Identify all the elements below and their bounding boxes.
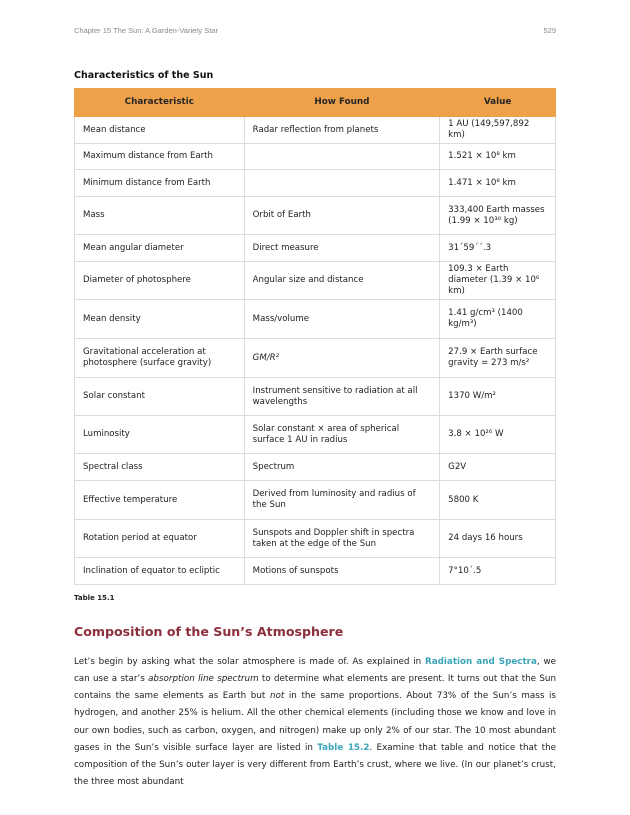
cell-value: 3.8 × 10²⁶ W — [440, 416, 556, 454]
table-row — [75, 454, 556, 481]
emphasis-text: absorption line spectrum — [148, 673, 259, 684]
cell-value: 1.471 × 10⁸ km — [440, 170, 556, 197]
cell-value: 7°10´.5 — [440, 558, 556, 585]
cell-value: 27.9 × Earth surface gravity = 273 m/s² — [440, 339, 556, 378]
cell-how-found — [244, 144, 440, 170]
cell-how-found: Sunspots and Doppler shift in spectra taken at the edge of the Sun — [244, 520, 440, 558]
paragraph-text: Let’s begin by asking what the solar atmosphere is made of. As explained in — [74, 656, 426, 667]
cell-characteristic: Mean density — [75, 300, 245, 339]
table-row — [75, 339, 556, 378]
column-header-characteristic: Characteristic — [75, 89, 245, 117]
section-heading: Composition of the Sun’s Atmosphere — [74, 624, 344, 639]
link-table-15-2[interactable]: Table 15.2 — [317, 742, 370, 753]
table-row — [75, 481, 556, 520]
cell-value: 1 AU (149,597,892 km) — [440, 117, 556, 144]
cell-how-found: Direct measure — [244, 235, 440, 262]
cell-characteristic: Spectral class — [75, 454, 245, 481]
table-title: Characteristics of the Sun — [74, 70, 214, 81]
cell-characteristic: Minimum distance from Earth — [75, 170, 245, 197]
body-paragraph — [74, 654, 556, 792]
table-row — [75, 378, 556, 416]
cell-value: 5800 K — [440, 481, 556, 520]
link-radiation-and-spectra[interactable]: Radiation and Spectra — [425, 656, 537, 667]
cell-how-found: Mass/volume — [244, 300, 440, 339]
table-row — [75, 117, 556, 144]
table-header-row — [75, 89, 556, 117]
table-row — [75, 197, 556, 235]
table-row — [75, 520, 556, 558]
paragraph-text: , we can use a star’s — [74, 656, 557, 684]
paragraph-text: . Examine that table and notice that the composition of the Sun’s outer layer is very different from Earth’s crust, where we live. (In our planet’s crust, the three most abundant — [74, 742, 557, 788]
table-row — [75, 170, 556, 197]
cell-characteristic: Inclination of equator to ecliptic — [75, 558, 245, 585]
cell-how-found: Angular size and distance — [244, 262, 440, 300]
emphasis-text: not — [269, 691, 285, 702]
cell-how-found: Motions of sunspots — [244, 558, 440, 585]
cell-characteristic: Luminosity — [75, 416, 245, 454]
table-row — [75, 235, 556, 262]
cell-characteristic: Solar constant — [75, 378, 245, 416]
cell-value: 1.41 g/cm³ (1400 kg/m³) — [440, 300, 556, 339]
cell-characteristic: Mass — [75, 197, 245, 235]
table-row — [75, 262, 556, 300]
cell-how-found — [244, 170, 440, 197]
table-caption: Table 15.1 — [74, 594, 115, 602]
chapter-title: Chapter 15 The Sun: A Garden-Variety Star — [74, 26, 218, 35]
table-row — [75, 558, 556, 585]
cell-characteristic: Maximum distance from Earth — [75, 144, 245, 170]
column-header-value: Value — [440, 89, 556, 117]
running-header — [74, 26, 556, 38]
cell-characteristic: Effective temperature — [75, 481, 245, 520]
cell-value: 31´59´´.3 — [440, 235, 556, 262]
cell-value: 109.3 × Earth diameter (1.39 × 10⁶ km) — [440, 262, 556, 300]
cell-characteristic: Mean angular diameter — [75, 235, 245, 262]
cell-how-found: Orbit of Earth — [244, 197, 440, 235]
cell-value: 1370 W/m² — [440, 378, 556, 416]
paragraph-text: in the same proportions. About 73% of the Sun’s mass is hydrogen, and another 25% is helium. All the other chemical elements (including those we know and love in our own bodies, such as carbon, oxygen, and nitrogen) make up only 2% of our star. The 10 most abundant gases in the Sun’s visible surface layer are listed in — [74, 691, 556, 753]
cell-how-found: Radar reflection from planets — [244, 117, 440, 144]
table-row — [75, 144, 556, 170]
cell-how-found: Spectrum — [244, 454, 440, 481]
cell-value: 24 days 16 hours — [440, 520, 556, 558]
cell-characteristic: Mean distance — [75, 117, 245, 144]
characteristics-table — [74, 88, 556, 585]
cell-value: 1.521 × 10⁸ km — [440, 144, 556, 170]
cell-value: 333,400 Earth masses (1.99 × 10³⁰ kg) — [440, 197, 556, 235]
cell-how-found: Solar constant × area of spherical surface 1 AU in radius — [244, 416, 440, 454]
table-row — [75, 300, 556, 339]
cell-how-found: Instrument sensitive to radiation at all wavelengths — [244, 378, 440, 416]
page-number: 529 — [543, 26, 556, 35]
cell-characteristic: Gravitational acceleration at photosphere (surface gravity) — [75, 339, 245, 378]
table-row — [75, 416, 556, 454]
cell-value: G2V — [440, 454, 556, 481]
cell-characteristic: Rotation period at equator — [75, 520, 245, 558]
cell-how-found: Derived from luminosity and radius of the Sun — [244, 481, 440, 520]
cell-how-found: GM/R² — [244, 339, 440, 378]
column-header-how-found: How Found — [244, 89, 440, 117]
paragraph-text: to determine what elements are present. It turns out that the Sun contains the same elements as Earth but — [74, 673, 557, 702]
cell-characteristic: Diameter of photosphere — [75, 262, 245, 300]
